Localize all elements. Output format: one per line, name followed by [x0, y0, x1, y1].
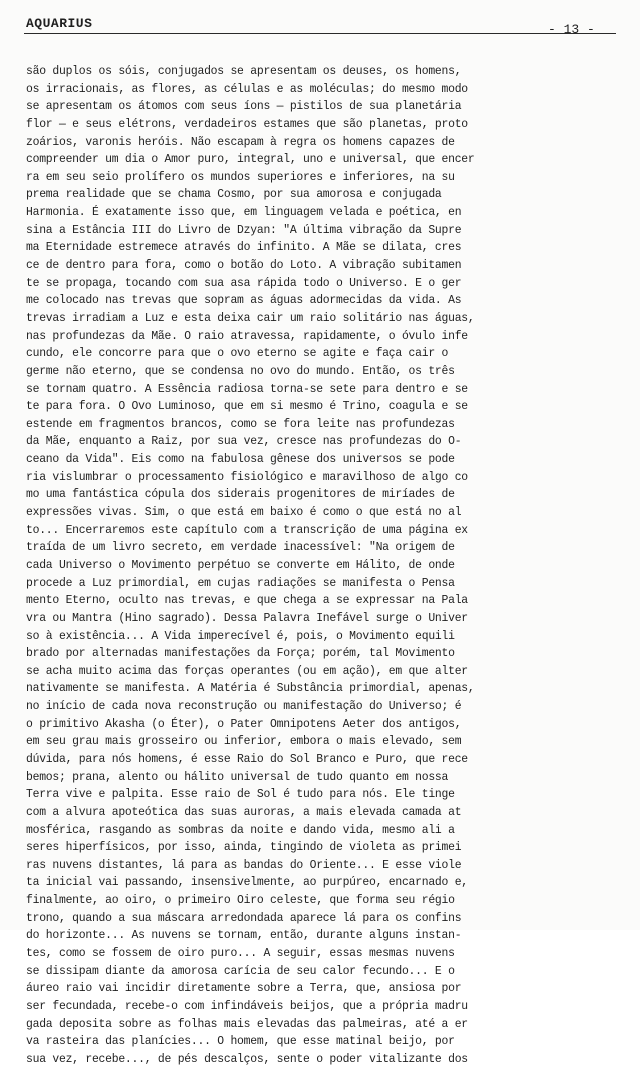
- text-line: ce de dentro para fora, como o botão do Loto. A vibração subitamen: [26, 259, 462, 273]
- text-line: o primitivo Akasha (o Éter), o Pater Omnipotens Aeter dos antigos,: [26, 717, 462, 731]
- text-line: Terra vive e palpita. Esse raio de Sol é tudo para nós. Ele tinge: [26, 788, 455, 802]
- text-line: so à existência... A Vida imperecível é, pois, o Movimento equili: [26, 629, 455, 643]
- text-line: finalmente, ao oiro, o primeiro Oiro celeste, que forma seu régio: [26, 894, 455, 908]
- text-line: ria vislumbrar o processamento fisiológico e maravilhoso de algo co: [26, 470, 468, 484]
- text-line: va rasteira das planícies... O homem, que esse matinal beijo, por: [26, 1035, 455, 1049]
- text-line: são duplos os sóis, conjugados se apresentam os deuses, os homens,: [26, 65, 462, 78]
- text-line: vra ou Mantra (Hino sagrado). Dessa Palavra Inefável surge o Univer: [26, 611, 468, 625]
- text-line: estende em fragmentos brancos, como se fora leite nas profundezas: [26, 417, 455, 431]
- text-line: trevas irradiam a Luz e esta deixa cair um raio solitário nas águas,: [26, 311, 475, 325]
- text-line: ceano da Vida". Eis como na fabulosa gênese dos universos se pode: [26, 453, 455, 467]
- text-line: dúvida, para nós homens, é esse Raio do Sol Branco e Puro, que rece: [26, 752, 468, 766]
- text-line: me colocado nas trevas que sopram as águas adormecidas da vida. As: [26, 294, 462, 308]
- text-line: se acha muito acima das forças operantes (ou em ação), em que alter: [26, 664, 468, 678]
- text-line: germe não eterno, que se condensa no ovo do mundo. Então, os três: [26, 364, 455, 378]
- text-line: ta inicial vai passando, insensivelmente, ao purpúreo, encarnado e,: [26, 876, 468, 890]
- text-line: com a alvura apoteótica das suas auroras, a mais elevada camada at: [26, 805, 462, 819]
- running-title: AQUARIUS: [26, 16, 93, 31]
- text-line: mosférica, rasgando as sombras da noite e dando vida, mesmo ali a: [26, 823, 455, 837]
- text-line: mo uma fantástica cópula dos siderais progenitores de miríades de: [26, 488, 455, 502]
- text-line: nas profundezas da Mãe. O raio atravessa, rapidamente, o óvulo infe: [26, 329, 468, 343]
- text-line: expressões vivas. Sim, o que está em baixo é como o que está no al: [26, 506, 462, 520]
- text-line: em seu grau mais grosseiro ou inferior, embora o mais elevado, sem: [26, 735, 462, 749]
- text-line: bemos; prana, alento ou hálito universal de tudo quanto em nossa: [26, 770, 449, 784]
- text-line: da Mãe, enquanto a Raiz, por sua vez, cresce nas profundezas do O-: [26, 435, 462, 449]
- text-line: se apresentam os átomos com seus íons — pistilos de sua planetária: [26, 100, 462, 114]
- text-line: seres hiperfísicos, por isso, ainda, tingindo de violeta as primei: [26, 841, 462, 855]
- text-line: mento Eterno, oculto nas trevas, e que chega a se expressar na Pala: [26, 594, 468, 608]
- body-text: [26, 63, 626, 1069]
- text-line: to... Encerraremos este capítulo com a transcrição de uma página ex: [26, 523, 468, 537]
- text-line: gada deposita sobre as folhas mais elevadas das palmeiras, até a er: [26, 1017, 468, 1031]
- text-line: Harmonia. É exatamente isso que, em linguagem velada e poética, en: [26, 206, 462, 220]
- text-line: os irracionais, as flores, as células e as moléculas; do mesmo modo: [26, 82, 468, 96]
- text-line: flor — e seus elétrons, verdadeiros estames que são planetas, proto: [26, 117, 468, 131]
- text-line: brado por alternadas manifestações da Força; porém, tal Movimento: [26, 647, 455, 661]
- text-line: compreender um dia o Amor puro, integral, uno e universal, que encer: [26, 153, 475, 167]
- text-line: trono, quando a sua máscara arredondada aparece lá para os confins: [26, 911, 462, 925]
- text-line: ma Eternidade estremece através do infinito. A Mãe se dilata, cres: [26, 241, 462, 255]
- text-line: prema realidade que se chama Cosmo, por sua amorosa e conjugada: [26, 188, 442, 202]
- text-line: te para fora. O Ovo Luminoso, que em si mesmo é Trino, coagula e se: [26, 400, 468, 414]
- text-line: tes, como se fossem de oiro puro... A seguir, essas mesmas nuvens: [26, 947, 455, 961]
- text-line: te se propaga, tocando com sua asa rápida todo o Universo. E o ger: [26, 276, 462, 290]
- text-line: sua vez, recebe..., de pés descalços, sente o poder vitalizante dos: [26, 1052, 468, 1066]
- text-line: se dissipam diante da amorosa carícia de seu calor fecundo... E o: [26, 964, 455, 978]
- text-line: se tornam quatro. A Essência radiosa torna-se sete para dentro e se: [26, 382, 468, 396]
- text-line: áureo raio vai incidir diretamente sobre a Terra, que, ansiosa por: [26, 982, 462, 996]
- text-line: do horizonte... As nuvens se tornam, então, durante alguns instan-: [26, 929, 462, 943]
- text-line: sina a Estância III do Livro de Dzyan: "A última vibração da Supre: [26, 223, 462, 237]
- text-line: zoários, varonis heróis. Não escapam à regra os homens capazes de: [26, 135, 455, 149]
- header-rule: [24, 33, 616, 34]
- page-number: - 13 -: [548, 22, 595, 37]
- text-line: cada Universo o Movimento perpétuo se converte em Hálito, de onde: [26, 558, 455, 572]
- text-line: ras nuvens distantes, lá para as bandas do Oriente... E esse viole: [26, 858, 462, 872]
- text-line: procede a Luz primordial, em cujas radiações se manifesta o Pensa: [26, 576, 455, 590]
- text-line: no início de cada nova reconstrução ou manifestação do Universo; é: [26, 700, 462, 714]
- text-line: traída de um livro secreto, em verdade inacessível: "Na origem de: [26, 541, 455, 555]
- text-line: ra em seu seio prolífero os mundos superiores e inferiores, na su: [26, 170, 455, 184]
- text-line: nativamente se manifesta. A Matéria é Substância primordial, apenas,: [26, 682, 475, 696]
- text-line: ser fecundada, recebe-o com infindáveis beijos, que a própria madru: [26, 999, 468, 1013]
- text-line: cundo, ele concorre para que o ovo eterno se agite e faça cair o: [26, 347, 449, 361]
